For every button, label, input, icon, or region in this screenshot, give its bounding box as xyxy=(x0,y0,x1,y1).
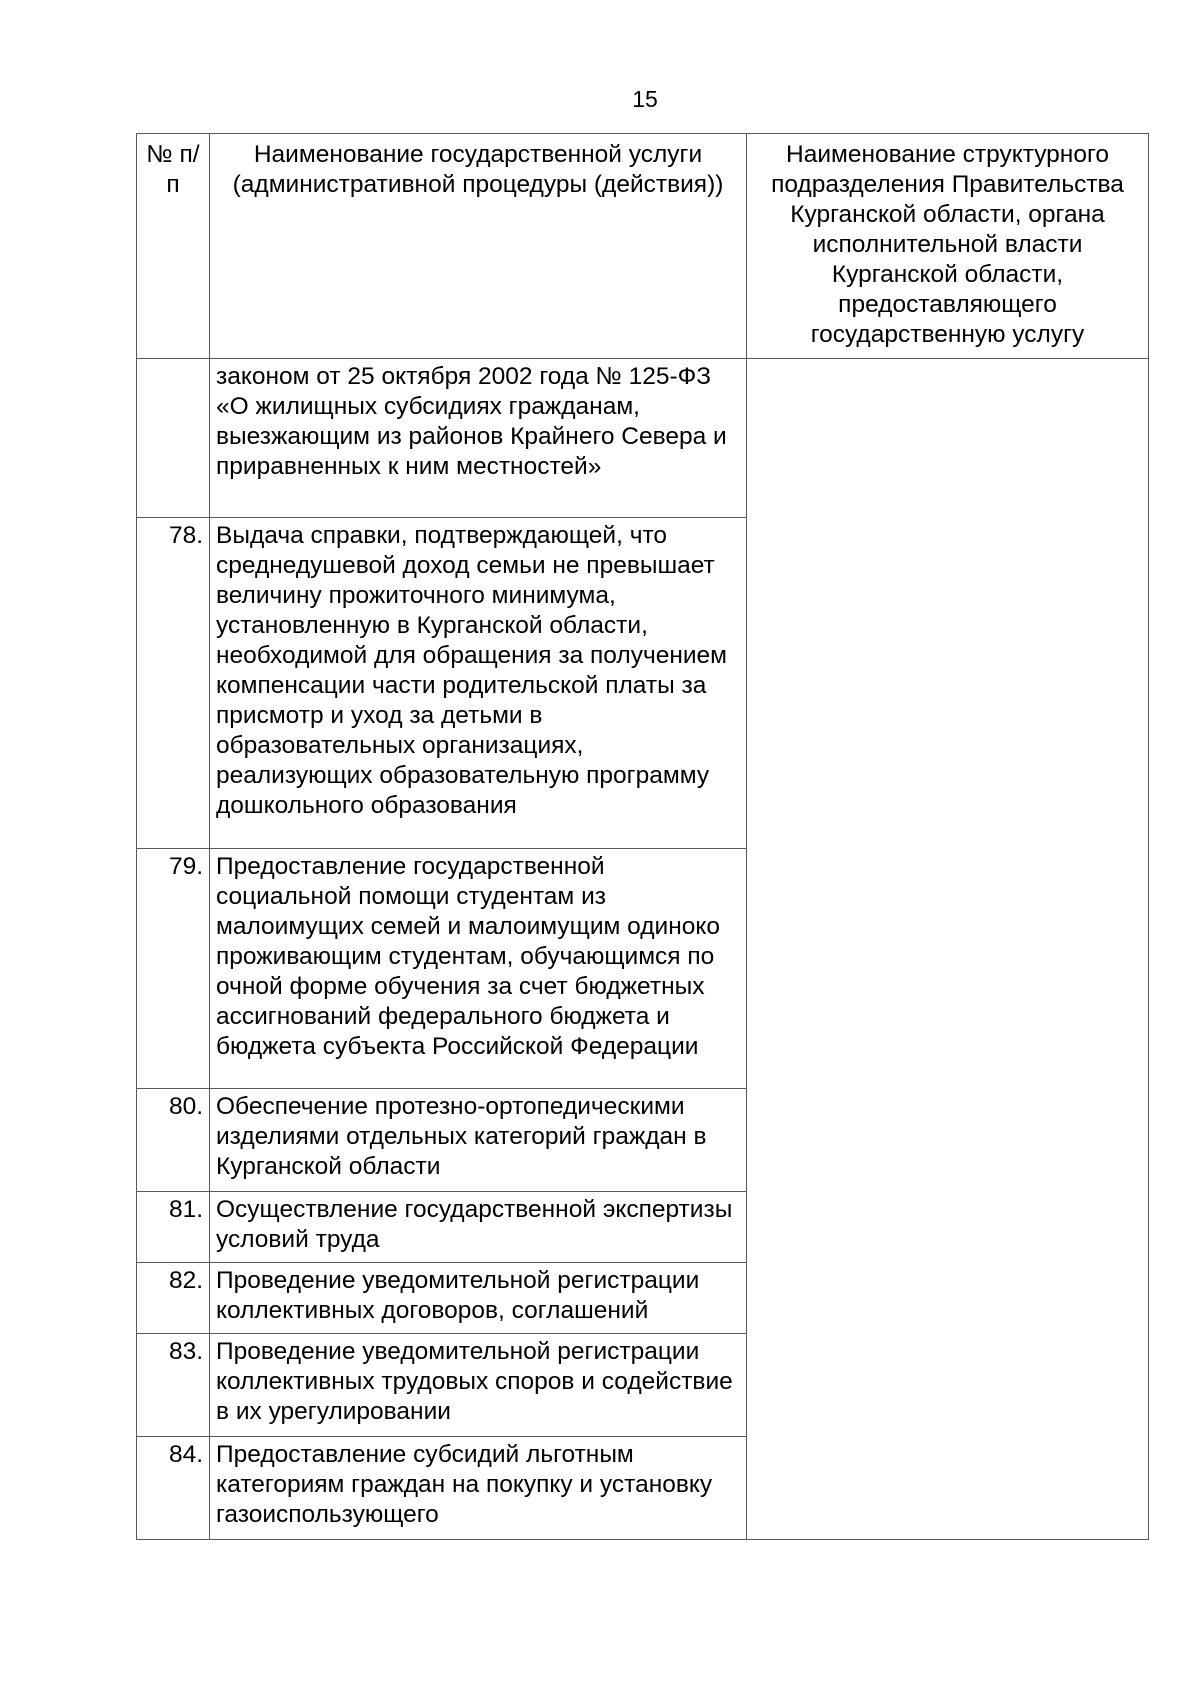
row-service: Проведение уведомительной регистрации коллективных договоров, соглашений xyxy=(210,1263,747,1334)
table-row xyxy=(137,359,1149,518)
table-header-row xyxy=(137,134,1149,359)
row-num xyxy=(137,359,210,518)
services-table xyxy=(136,133,1149,1540)
row-num: 83. xyxy=(137,1334,210,1437)
header-department: Наименование структурного подразделения Правительства Курганской области, органа исполнительной власти Курганской области, предоставляющего государственную услугу xyxy=(747,134,1149,359)
page-number: 15 xyxy=(632,86,658,112)
row-service: Обеспечение протезно-ортопедическими изделиями отдельных категорий граждан в Курганской области xyxy=(210,1089,747,1192)
row-service: Осуществление государственной экспертизы условий труда xyxy=(210,1192,747,1263)
row-num: 79. xyxy=(137,849,210,1089)
row-num: 81. xyxy=(137,1192,210,1263)
header-service: Наименование государственной услуги (административной процедуры (действия)) xyxy=(210,134,747,359)
row-num: 82. xyxy=(137,1263,210,1334)
row-service: законом от 25 октября 2002 года № 125-ФЗ «О жилищных субсидиях гражданам, выезжающим из районов Крайнего Севера и приравненных к ним местностей» xyxy=(210,359,747,518)
row-service: Предоставление государственной социальной помощи студентам из малоимущих семей и малоимущим одиноко проживающим студентам, обучающимся по очной форме обучения за счет бюджетных ассигнований федерального бюджета и бюджета субъекта Российской Федерации xyxy=(210,849,747,1089)
row-service: Выдача справки, подтверждающей, что среднедушевой доход семьи не превышает величину прожиточного минимума, установленную в Курганской области, необходимой для обращения за получением компенсации части родительской платы за присмотр и уход за детьми в образовательных организациях, реализующих образовательную программу дошкольного образования xyxy=(210,518,747,849)
row-num: 80. xyxy=(137,1089,210,1192)
department-cell xyxy=(747,359,1149,1540)
row-service: Проведение уведомительной регистрации коллективных трудовых споров и содействие в их урегулировании xyxy=(210,1334,747,1437)
row-service: Предоставление субсидий льготным категориям граждан на покупку и установку газоиспользующего xyxy=(210,1437,747,1540)
row-num: 78. xyxy=(137,518,210,849)
header-num: № п/п xyxy=(137,134,210,359)
row-num: 84. xyxy=(137,1437,210,1540)
